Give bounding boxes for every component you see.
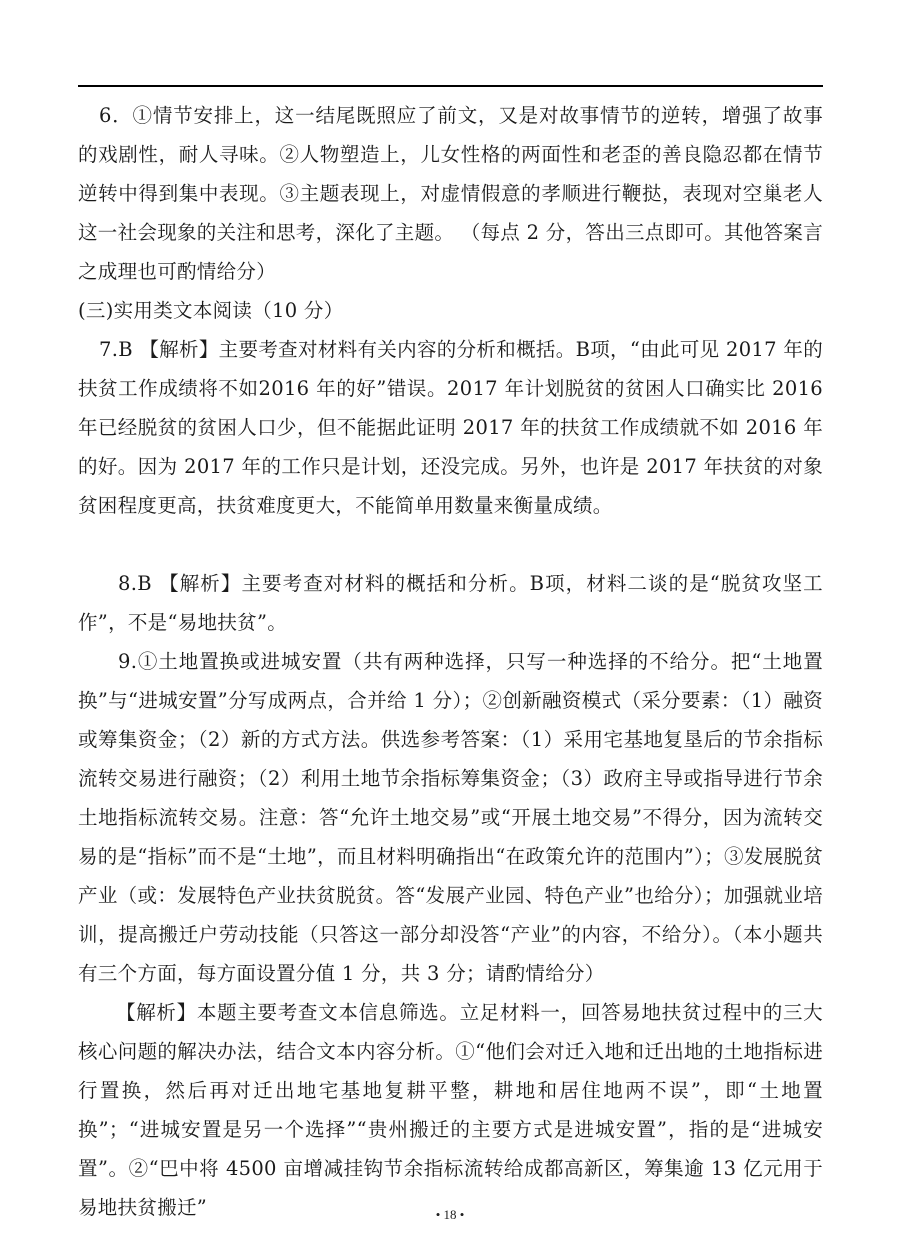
page-number: • 18 • [435, 1207, 465, 1222]
answer-q6: 6．①情节安排上，这一结尾既照应了前文，又是对故事情节的逆转，增强了故事的戏剧性，耐人寻味。②人物塑造上，儿女性格的两面性和老歪的善良隐忍都在情节逆转中得到集中表现。③主题表现上，对虚情假意的孝顺进行鞭挞，表现对空巢老人这一社会现象的关注和思考，深化了主题。 （每点 2 分，答出三点即可。其他答案言之成理也可酌情给分） [78, 104, 824, 283]
paragraph-gap [78, 525, 823, 564]
answer-q8: 8.B 【解析】主要考查对材料的概括和分析。B项，材料二谈的是“脱贫攻坚工作”，不是“易地扶贫”。 [78, 572, 823, 634]
section-heading-practical-text: (三)实用类文本阅读（10 分） [78, 299, 344, 322]
answer-q7: 7.B 【解析】主要考查对材料有关内容的分析和概括。B项，“由此可见 2017 年的扶贫工作成绩将不如2016 年的好”错误。2017 年计划脱贫的贫困人口确实比 2016 年已经脱贫的贫困人口少，但不能据此证明 2017 年的扶贫工作成绩就不如 2016 年的好。因为 2017 年的工作只是计划，还没完成。另外，也许是 2017 年扶贫的对象贫困程度更高，扶贫难度更大，不能简单用数量来衡量成绩。 [78, 338, 823, 517]
document-body [78, 96, 823, 1227]
header-rule [78, 85, 823, 87]
analysis-q9: 【解析】本题主要考查文本信息筛选。立足材料一，回答易地扶贫过程中的三大核心问题的解决办法，结合文本内容分析。①“他们会对迁入地和迁出地的土地指标进行置换，然后再对迁出地宅基地复耕平整，耕地和居住地两不误”，即“土地置换”；“进城安置是另一个选择”“贵州搬迁的主要方式是进城安置”，指的是“进城安置”。②“巴中将 4500 亩增减挂钩节余指标流转给成都高新区，筹集逾 13 亿元用于易地扶贫搬迁” [78, 1001, 823, 1219]
answer-q9: 9.①土地置换或进城安置（共有两种选择，只写一种选择的不给分。把“土地置换”与“进城安置”分写成两点，合并给 1 分）；②创新融资模式（采分要素：（1）融资或筹集资金；（2）新的方式方法。供选参考答案：（1）采用宅基地复垦后的节余指标流转交易进行融资；（2）利用土地节余指标筹集资金；（3）政府主导或指导进行节余土地指标流转交易。注意：答“允许土地交易”或“开展土地交易”不得分，因为流转交易的是“指标”而不是“土地”，而且材料明确指出“在政策允许的范围内”）；③发展脱贫产业（或：发展特色产业扶贫脱贫。答“发展产业园、特色产业”也给分）；加强就业培训，提高搬迁户劳动技能（只答这一部分却没答“产业”的内容，不给分）。（本小题共有三个方面，每方面设置分值 1 分，共 3 分；请酌情给分） [78, 650, 823, 985]
